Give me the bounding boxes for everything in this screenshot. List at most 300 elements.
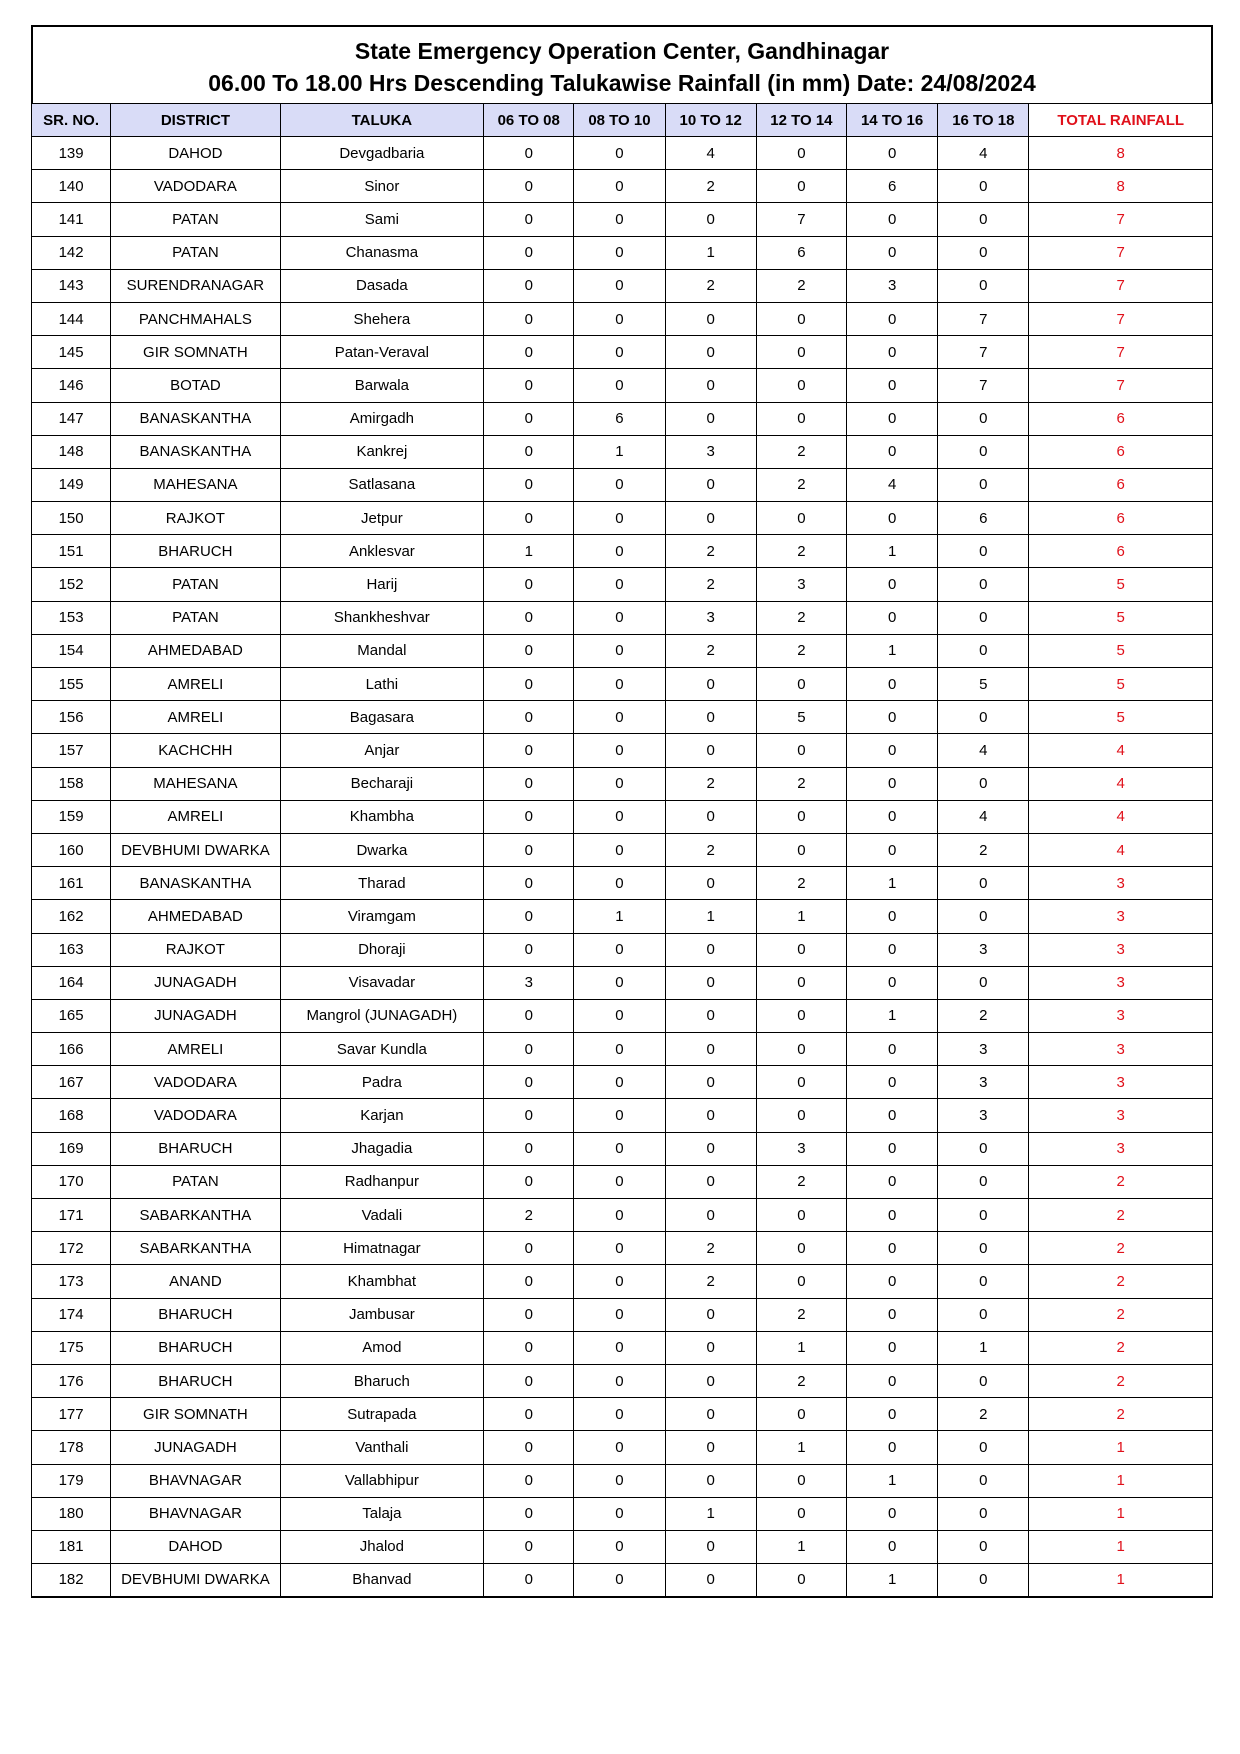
slot-12-14-cell: 1	[756, 1431, 846, 1464]
slot-12-14-cell: 2	[756, 535, 846, 568]
total-rainfall-cell: 7	[1029, 369, 1213, 402]
table-row	[32, 668, 1213, 701]
slot-16-18-cell: 0	[938, 435, 1029, 468]
slot-10-12-cell: 0	[665, 1066, 756, 1099]
slot-14-16-cell: 0	[847, 1099, 938, 1132]
table-row	[32, 1066, 1213, 1099]
slot-08-10-cell: 0	[574, 800, 665, 833]
sr-no-cell: 150	[32, 502, 111, 535]
district-cell: AMRELI	[111, 701, 280, 734]
total-rainfall-cell: 3	[1029, 1099, 1213, 1132]
slot-16-18-cell: 0	[938, 170, 1029, 203]
slot-12-14-cell: 0	[756, 999, 846, 1032]
total-rainfall-cell: 6	[1029, 502, 1213, 535]
rainfall-table	[31, 103, 1213, 1598]
table-row	[32, 601, 1213, 634]
taluka-cell: Shankheshvar	[280, 601, 484, 634]
slot-10-12-cell: 0	[665, 1364, 756, 1397]
slot-14-16-cell: 0	[847, 933, 938, 966]
taluka-cell: Savar Kundla	[280, 1033, 484, 1066]
taluka-cell: Sinor	[280, 170, 484, 203]
district-cell: BHARUCH	[111, 1364, 280, 1397]
sr-no-cell: 162	[32, 900, 111, 933]
slot-08-10-cell: 0	[574, 1398, 665, 1431]
total-rainfall-cell: 6	[1029, 402, 1213, 435]
sr-no-cell: 155	[32, 668, 111, 701]
district-cell: BHARUCH	[111, 1298, 280, 1331]
slot-16-18-cell: 0	[938, 1298, 1029, 1331]
slot-08-10-cell: 0	[574, 1199, 665, 1232]
sr-no-cell: 169	[32, 1132, 111, 1165]
slot-10-12-cell: 0	[665, 203, 756, 236]
slot-16-18-cell: 7	[938, 336, 1029, 369]
slot-14-16-cell: 0	[847, 1497, 938, 1530]
district-cell: AMRELI	[111, 668, 280, 701]
slot-12-14-cell: 0	[756, 1232, 846, 1265]
table-row	[32, 1132, 1213, 1165]
slot-12-14-cell: 6	[756, 236, 846, 269]
total-rainfall-cell: 2	[1029, 1165, 1213, 1198]
slot-16-18-cell: 5	[938, 668, 1029, 701]
total-rainfall-cell: 6	[1029, 535, 1213, 568]
slot-14-16-cell: 0	[847, 1398, 938, 1431]
slot-08-10-cell: 0	[574, 170, 665, 203]
table-row	[32, 1530, 1213, 1563]
district-cell: VADODARA	[111, 1099, 280, 1132]
slot-12-14-cell: 0	[756, 170, 846, 203]
slot-16-18-cell: 0	[938, 601, 1029, 634]
slot-06-08-cell: 0	[484, 1431, 574, 1464]
slot-14-16-cell: 1	[847, 634, 938, 667]
slot-06-08-cell: 0	[484, 269, 574, 302]
sr-no-cell: 141	[32, 203, 111, 236]
slot-08-10-cell: 0	[574, 1464, 665, 1497]
slot-10-12-cell: 2	[665, 535, 756, 568]
slot-16-18-cell: 0	[938, 269, 1029, 302]
total-rainfall-cell: 7	[1029, 302, 1213, 335]
slot-12-14-cell: 2	[756, 435, 846, 468]
sr-no-cell: 158	[32, 767, 111, 800]
taluka-cell: Anjar	[280, 734, 484, 767]
sr-no-cell: 176	[32, 1364, 111, 1397]
slot-06-08-cell: 0	[484, 236, 574, 269]
sr-no-cell: 151	[32, 535, 111, 568]
slot-08-10-cell: 0	[574, 568, 665, 601]
slot-10-12-cell: 0	[665, 369, 756, 402]
slot-08-10-cell: 0	[574, 1298, 665, 1331]
slot-16-18-cell: 6	[938, 502, 1029, 535]
slot-06-08-cell: 0	[484, 369, 574, 402]
slot-14-16-cell: 0	[847, 1199, 938, 1232]
slot-12-14-cell: 0	[756, 402, 846, 435]
taluka-cell: Becharaji	[280, 767, 484, 800]
sr-no-cell: 139	[32, 137, 111, 170]
slot-12-14-cell: 0	[756, 1497, 846, 1530]
slot-10-12-cell: 3	[665, 435, 756, 468]
table-row	[32, 502, 1213, 535]
taluka-cell: Chanasma	[280, 236, 484, 269]
slot-12-14-cell: 0	[756, 137, 846, 170]
slot-08-10-cell: 0	[574, 701, 665, 734]
slot-06-08-cell: 0	[484, 502, 574, 535]
district-cell: JUNAGADH	[111, 966, 280, 999]
slot-14-16-cell: 0	[847, 236, 938, 269]
taluka-cell: Talaja	[280, 1497, 484, 1530]
district-cell: VADODARA	[111, 170, 280, 203]
district-cell: VADODARA	[111, 1066, 280, 1099]
slot-08-10-cell: 0	[574, 1066, 665, 1099]
total-rainfall-cell: 8	[1029, 170, 1213, 203]
slot-06-08-cell: 0	[484, 1066, 574, 1099]
slot-14-16-cell: 0	[847, 1298, 938, 1331]
slot-06-08-cell: 0	[484, 402, 574, 435]
total-rainfall-cell: 3	[1029, 900, 1213, 933]
slot-08-10-cell: 0	[574, 468, 665, 501]
taluka-cell: Vadali	[280, 1199, 484, 1232]
slot-16-18-cell: 0	[938, 236, 1029, 269]
slot-12-14-cell: 2	[756, 767, 846, 800]
table-row	[32, 767, 1213, 800]
col-header-08-to-10: 08 TO 10	[574, 104, 665, 137]
slot-06-08-cell: 0	[484, 999, 574, 1032]
taluka-cell: Visavadar	[280, 966, 484, 999]
district-cell: AMRELI	[111, 1033, 280, 1066]
col-header-12-to-14: 12 TO 14	[756, 104, 846, 137]
total-rainfall-cell: 2	[1029, 1364, 1213, 1397]
slot-10-12-cell: 0	[665, 1564, 756, 1597]
sr-no-cell: 164	[32, 966, 111, 999]
slot-14-16-cell: 3	[847, 269, 938, 302]
sr-no-cell: 146	[32, 369, 111, 402]
slot-06-08-cell: 0	[484, 800, 574, 833]
slot-16-18-cell: 0	[938, 203, 1029, 236]
slot-10-12-cell: 0	[665, 701, 756, 734]
table-row	[32, 1232, 1213, 1265]
slot-06-08-cell: 0	[484, 1165, 574, 1198]
slot-10-12-cell: 0	[665, 1033, 756, 1066]
table-row	[32, 867, 1213, 900]
taluka-cell: Anklesvar	[280, 535, 484, 568]
slot-14-16-cell: 0	[847, 800, 938, 833]
slot-16-18-cell: 0	[938, 1464, 1029, 1497]
slot-12-14-cell: 0	[756, 336, 846, 369]
slot-06-08-cell: 0	[484, 302, 574, 335]
taluka-cell: Jhagadia	[280, 1132, 484, 1165]
table-row	[32, 302, 1213, 335]
district-cell: BHARUCH	[111, 1132, 280, 1165]
slot-10-12-cell: 2	[665, 767, 756, 800]
slot-14-16-cell: 0	[847, 1364, 938, 1397]
slot-16-18-cell: 0	[938, 1165, 1029, 1198]
slot-12-14-cell: 0	[756, 302, 846, 335]
slot-14-16-cell: 0	[847, 701, 938, 734]
district-cell: BHARUCH	[111, 1331, 280, 1364]
slot-12-14-cell: 0	[756, 668, 846, 701]
table-row	[32, 1298, 1213, 1331]
slot-16-18-cell: 7	[938, 369, 1029, 402]
slot-10-12-cell: 0	[665, 468, 756, 501]
slot-12-14-cell: 7	[756, 203, 846, 236]
district-cell: PATAN	[111, 203, 280, 236]
district-cell: DAHOD	[111, 1530, 280, 1563]
total-rainfall-cell: 3	[1029, 1132, 1213, 1165]
taluka-cell: Radhanpur	[280, 1165, 484, 1198]
table-row	[32, 203, 1213, 236]
slot-10-12-cell: 0	[665, 1165, 756, 1198]
slot-16-18-cell: 0	[938, 1497, 1029, 1530]
slot-14-16-cell: 1	[847, 1564, 938, 1597]
district-cell: PATAN	[111, 236, 280, 269]
report-sheet	[31, 25, 1213, 1598]
slot-12-14-cell: 0	[756, 1398, 846, 1431]
table-row	[32, 1199, 1213, 1232]
slot-12-14-cell: 2	[756, 634, 846, 667]
slot-16-18-cell: 2	[938, 999, 1029, 1032]
total-rainfall-cell: 5	[1029, 668, 1213, 701]
slot-14-16-cell: 0	[847, 302, 938, 335]
sr-no-cell: 179	[32, 1464, 111, 1497]
sr-no-cell: 147	[32, 402, 111, 435]
table-row	[32, 701, 1213, 734]
slot-16-18-cell: 0	[938, 1232, 1029, 1265]
district-cell: DEVBHUMI DWARKA	[111, 1564, 280, 1597]
slot-08-10-cell: 0	[574, 601, 665, 634]
district-cell: SABARKANTHA	[111, 1199, 280, 1232]
slot-14-16-cell: 6	[847, 170, 938, 203]
slot-08-10-cell: 0	[574, 1564, 665, 1597]
slot-10-12-cell: 1	[665, 1497, 756, 1530]
slot-06-08-cell: 0	[484, 1265, 574, 1298]
taluka-cell: Mandal	[280, 634, 484, 667]
slot-16-18-cell: 0	[938, 1564, 1029, 1597]
table-row	[32, 1165, 1213, 1198]
slot-08-10-cell: 0	[574, 833, 665, 866]
slot-06-08-cell: 0	[484, 336, 574, 369]
slot-12-14-cell: 3	[756, 568, 846, 601]
slot-16-18-cell: 1	[938, 1331, 1029, 1364]
slot-16-18-cell: 3	[938, 933, 1029, 966]
taluka-cell: Satlasana	[280, 468, 484, 501]
sr-no-cell: 170	[32, 1165, 111, 1198]
taluka-cell: Amirgadh	[280, 402, 484, 435]
slot-16-18-cell: 0	[938, 1431, 1029, 1464]
total-rainfall-cell: 4	[1029, 800, 1213, 833]
slot-12-14-cell: 1	[756, 1331, 846, 1364]
slot-14-16-cell: 0	[847, 336, 938, 369]
total-rainfall-cell: 7	[1029, 203, 1213, 236]
slot-06-08-cell: 0	[484, 1497, 574, 1530]
slot-16-18-cell: 0	[938, 1199, 1029, 1232]
total-rainfall-cell: 4	[1029, 734, 1213, 767]
slot-14-16-cell: 0	[847, 966, 938, 999]
table-row	[32, 734, 1213, 767]
table-row	[32, 1364, 1213, 1397]
sr-no-cell: 148	[32, 435, 111, 468]
slot-14-16-cell: 0	[847, 767, 938, 800]
total-rainfall-cell: 3	[1029, 867, 1213, 900]
slot-12-14-cell: 0	[756, 1099, 846, 1132]
slot-10-12-cell: 0	[665, 1431, 756, 1464]
slot-10-12-cell: 2	[665, 634, 756, 667]
slot-06-08-cell: 0	[484, 767, 574, 800]
table-row	[32, 170, 1213, 203]
taluka-cell: Barwala	[280, 369, 484, 402]
slot-10-12-cell: 2	[665, 568, 756, 601]
taluka-cell: Khambha	[280, 800, 484, 833]
slot-14-16-cell: 0	[847, 601, 938, 634]
col-header-total-rainfall: TOTAL RAINFALL	[1029, 104, 1213, 137]
slot-06-08-cell: 0	[484, 634, 574, 667]
total-rainfall-cell: 2	[1029, 1331, 1213, 1364]
taluka-cell: Patan-Veraval	[280, 336, 484, 369]
slot-16-18-cell: 0	[938, 900, 1029, 933]
col-header-taluka: TALUKA	[280, 104, 484, 137]
slot-16-18-cell: 4	[938, 800, 1029, 833]
table-row	[32, 468, 1213, 501]
slot-14-16-cell: 0	[847, 402, 938, 435]
slot-10-12-cell: 0	[665, 1398, 756, 1431]
table-row	[32, 966, 1213, 999]
slot-10-12-cell: 0	[665, 336, 756, 369]
col-header-14-to-16: 14 TO 16	[847, 104, 938, 137]
sr-no-cell: 165	[32, 999, 111, 1032]
slot-14-16-cell: 0	[847, 435, 938, 468]
slot-16-18-cell: 3	[938, 1033, 1029, 1066]
district-cell: ANAND	[111, 1265, 280, 1298]
slot-06-08-cell: 0	[484, 568, 574, 601]
slot-08-10-cell: 0	[574, 535, 665, 568]
table-row	[32, 1099, 1213, 1132]
total-rainfall-cell: 3	[1029, 1066, 1213, 1099]
sr-no-cell: 174	[32, 1298, 111, 1331]
table-row	[32, 137, 1213, 170]
slot-12-14-cell: 2	[756, 1298, 846, 1331]
slot-08-10-cell: 0	[574, 336, 665, 369]
table-row	[32, 1033, 1213, 1066]
slot-12-14-cell: 0	[756, 369, 846, 402]
slot-06-08-cell: 0	[484, 1132, 574, 1165]
taluka-cell: Tharad	[280, 867, 484, 900]
total-rainfall-cell: 5	[1029, 601, 1213, 634]
slot-16-18-cell: 0	[938, 634, 1029, 667]
slot-08-10-cell: 0	[574, 1099, 665, 1132]
slot-10-12-cell: 3	[665, 601, 756, 634]
slot-06-08-cell: 0	[484, 734, 574, 767]
slot-14-16-cell: 0	[847, 1033, 938, 1066]
total-rainfall-cell: 5	[1029, 634, 1213, 667]
taluka-cell: Devgadbaria	[280, 137, 484, 170]
slot-10-12-cell: 0	[665, 966, 756, 999]
sr-no-cell: 153	[32, 601, 111, 634]
slot-16-18-cell: 0	[938, 535, 1029, 568]
slot-12-14-cell: 5	[756, 701, 846, 734]
slot-14-16-cell: 0	[847, 1530, 938, 1563]
table-row	[32, 369, 1213, 402]
sr-no-cell: 152	[32, 568, 111, 601]
slot-08-10-cell: 0	[574, 1232, 665, 1265]
slot-10-12-cell: 0	[665, 302, 756, 335]
slot-10-12-cell: 0	[665, 1464, 756, 1497]
taluka-cell: Kankrej	[280, 435, 484, 468]
slot-08-10-cell: 0	[574, 1364, 665, 1397]
district-cell: MAHESANA	[111, 767, 280, 800]
slot-08-10-cell: 0	[574, 1331, 665, 1364]
sr-no-cell: 177	[32, 1398, 111, 1431]
slot-08-10-cell: 0	[574, 502, 665, 535]
total-rainfall-cell: 6	[1029, 435, 1213, 468]
taluka-cell: Khambhat	[280, 1265, 484, 1298]
sr-no-cell: 182	[32, 1564, 111, 1597]
sr-no-cell: 160	[32, 833, 111, 866]
slot-08-10-cell: 0	[574, 1497, 665, 1530]
slot-06-08-cell: 0	[484, 867, 574, 900]
taluka-cell: Shehera	[280, 302, 484, 335]
district-cell: KACHCHH	[111, 734, 280, 767]
slot-12-14-cell: 3	[756, 1132, 846, 1165]
slot-08-10-cell: 0	[574, 668, 665, 701]
district-cell: PATAN	[111, 601, 280, 634]
sr-no-cell: 149	[32, 468, 111, 501]
slot-16-18-cell: 0	[938, 1265, 1029, 1298]
total-rainfall-cell: 2	[1029, 1298, 1213, 1331]
slot-14-16-cell: 0	[847, 1066, 938, 1099]
taluka-cell: Padra	[280, 1066, 484, 1099]
slot-12-14-cell: 2	[756, 601, 846, 634]
district-cell: RAJKOT	[111, 933, 280, 966]
slot-06-08-cell: 0	[484, 137, 574, 170]
slot-12-14-cell: 2	[756, 1364, 846, 1397]
slot-10-12-cell: 0	[665, 800, 756, 833]
total-rainfall-cell: 7	[1029, 269, 1213, 302]
slot-10-12-cell: 0	[665, 933, 756, 966]
col-header-06-to-08: 06 TO 08	[484, 104, 574, 137]
col-header-16-to-18: 16 TO 18	[938, 104, 1029, 137]
district-cell: BHARUCH	[111, 535, 280, 568]
district-cell: AHMEDABAD	[111, 634, 280, 667]
slot-16-18-cell: 0	[938, 568, 1029, 601]
sr-no-cell: 175	[32, 1331, 111, 1364]
slot-08-10-cell: 1	[574, 435, 665, 468]
taluka-cell: Viramgam	[280, 900, 484, 933]
slot-06-08-cell: 0	[484, 203, 574, 236]
slot-08-10-cell: 0	[574, 999, 665, 1032]
total-rainfall-cell: 6	[1029, 468, 1213, 501]
slot-16-18-cell: 4	[938, 734, 1029, 767]
slot-12-14-cell: 0	[756, 502, 846, 535]
district-cell: MAHESANA	[111, 468, 280, 501]
col-header-10-to-12: 10 TO 12	[665, 104, 756, 137]
table-row	[32, 402, 1213, 435]
slot-06-08-cell: 0	[484, 1033, 574, 1066]
slot-10-12-cell: 2	[665, 1265, 756, 1298]
slot-06-08-cell: 0	[484, 1564, 574, 1597]
table-row	[32, 336, 1213, 369]
slot-06-08-cell: 0	[484, 900, 574, 933]
slot-10-12-cell: 2	[665, 170, 756, 203]
table-row	[32, 1464, 1213, 1497]
total-rainfall-cell: 3	[1029, 933, 1213, 966]
slot-12-14-cell: 1	[756, 900, 846, 933]
slot-16-18-cell: 0	[938, 1530, 1029, 1563]
slot-06-08-cell: 0	[484, 468, 574, 501]
slot-14-16-cell: 0	[847, 1132, 938, 1165]
slot-12-14-cell: 2	[756, 867, 846, 900]
slot-16-18-cell: 3	[938, 1066, 1029, 1099]
col-header-district: DISTRICT	[111, 104, 280, 137]
slot-10-12-cell: 0	[665, 999, 756, 1032]
slot-08-10-cell: 0	[574, 369, 665, 402]
slot-12-14-cell: 0	[756, 1464, 846, 1497]
